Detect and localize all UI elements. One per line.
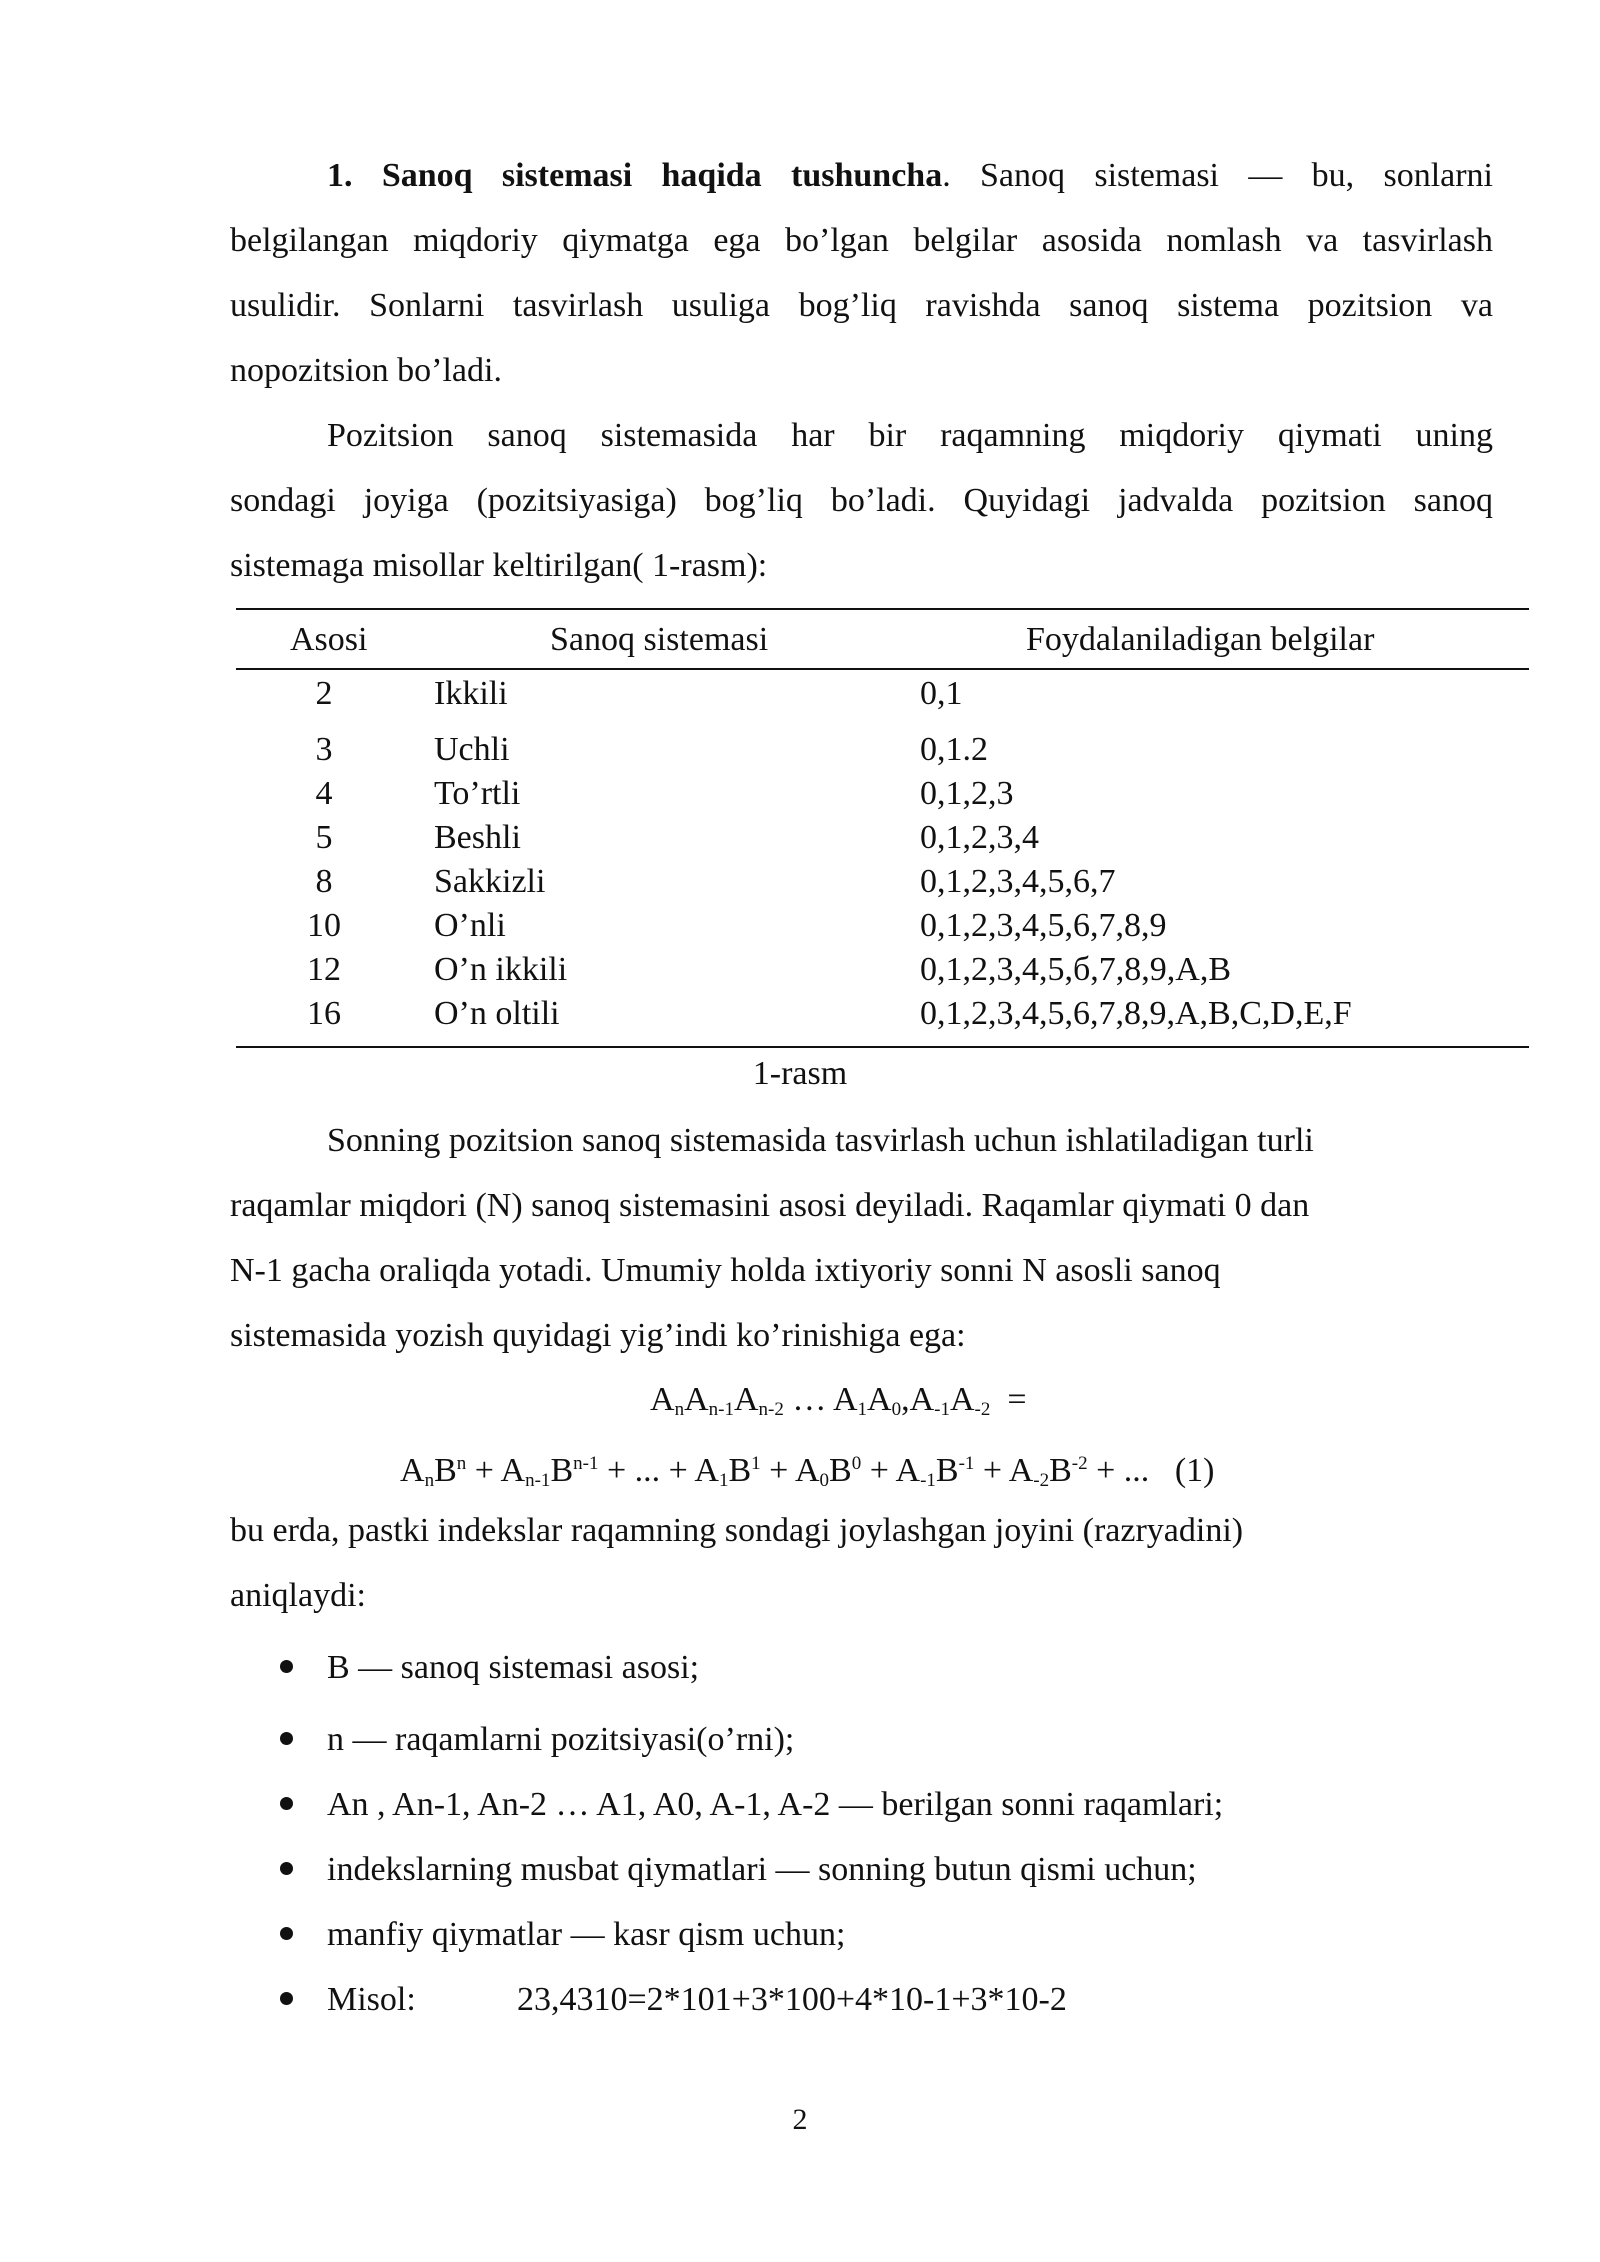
index-line-2: aniqlaydi:: [230, 1577, 366, 1614]
base-paragraph: [230, 1108, 1493, 1368]
bullet-icon: [280, 1797, 293, 1810]
table-cell-system: Ikkili: [434, 675, 508, 712]
table-header-symbols: Foydalaniladigan belgilar: [1026, 621, 1375, 658]
table-cell-symbols: 0,1,2,3,4,5,6,7: [920, 863, 1116, 900]
formula-line-1: $A_nA_{n-1}A_{n-2}$ … $A_1A_0,A_{-1}A_{-2}$ =: [650, 1381, 1027, 1420]
intro-line-2: belgilangan miqdoriy qiymatga ega bo’lgan belgilar asosida nomlash va tasvirlash: [230, 222, 1493, 259]
base-line-3: N-1 gacha oraliqda yotadi. Umumiy holda ixtiyoriy sonni N asosli sanoq: [230, 1252, 1221, 1289]
table-cell-base: 12: [307, 951, 341, 988]
table-cell-symbols: 0,1: [920, 675, 963, 712]
bullet-icon: [280, 1732, 293, 1745]
list-item: An , An-1, An-2 … A1, A0, A-1, A-2 — berilgan sonni raqamlari;: [230, 1775, 1493, 1840]
intro-line-3: usulidir. Sonlarni tasvirlash usuliga bog’liq ravishda sanoq sistema pozitsion va: [230, 287, 1493, 324]
table-caption: 1-rasm: [752, 1055, 848, 1092]
table-cell-system: O’n ikkili: [434, 951, 568, 988]
table-header-rule: [236, 668, 1529, 670]
positional-paragraph: [230, 403, 1493, 598]
base-line-1: Sonning pozitsion sanoq sistemasida tasvirlash uchun ishlatiladigan turli: [327, 1122, 1314, 1159]
table-top-rule: [236, 608, 1529, 610]
list-item: indekslarning musbat qiymatlari — sonning butun qismi uchun;: [230, 1840, 1493, 1905]
table-cell-symbols: 0,1,2,3,4,5,6,7,8,9: [920, 907, 1167, 944]
table-cell-system: Sakkizli: [434, 863, 546, 900]
example-label: Misol:: [327, 1981, 416, 2018]
table-cell-base: 10: [307, 907, 341, 944]
index-paragraph: [230, 1498, 1493, 1628]
bullet-icon: [280, 1992, 293, 2005]
intro-line-4: nopozitsion bo’ladi.: [230, 352, 502, 389]
table-cell-symbols: 0,1,2,3,4,5,6,7,8,9,A,B,C,D,E,F: [920, 995, 1352, 1032]
positional-line-1: Pozitsion sanoq sistemasida har bir raqamning miqdoriy qiymati uning: [327, 417, 1493, 454]
list-item: n — raqamlarni pozitsiyasi(o’rni);: [230, 1710, 1493, 1775]
formula-line-2: $A_nB^n + A_{n-1}B^{n-1}$ + ... + $A_1B^1 + A_0B^0 + A_{-1}B^{-1} + A_{-2}B^{-2}$ + ... (1): [400, 1452, 1215, 1491]
table-cell-base: 3: [315, 731, 333, 768]
intro-line-1: 1. Sanoq sistemasi haqida tushuncha. Sanoq sistemasi — bu, sonlarni: [327, 157, 1493, 194]
table-cell-symbols: 0,1,2,3,4,5,б,7,8,9,A,B: [920, 951, 1232, 988]
bullet-icon: [280, 1660, 293, 1673]
table-cell-symbols: 0,1.2: [920, 731, 988, 768]
positional-line-3: sistemaga misollar keltirilgan( 1-rasm):: [230, 547, 768, 584]
table-header-system: Sanoq sistemasi: [550, 621, 769, 658]
bullet-icon: [280, 1862, 293, 1875]
table-cell-system: To’rtli: [434, 775, 521, 812]
bullet-icon: [280, 1927, 293, 1940]
intro-paragraph: [230, 143, 1493, 403]
list-item-example: [230, 1970, 1493, 2035]
formula-number: (1): [1174, 1452, 1215, 1489]
definitions-list: [230, 1638, 1493, 2035]
table-cell-system: Uchli: [434, 731, 510, 768]
table-cell-base: 16: [307, 995, 341, 1032]
table-cell-base: 5: [315, 819, 333, 856]
index-line-1: bu erda, pastki indekslar raqamning sondagi joylashgan joyini (razryadini): [230, 1512, 1244, 1549]
page-number: 2: [792, 2103, 808, 2136]
positional-line-2: sondagi joyiga (pozitsiyasiga) bog’liq bo’ladi. Quyidagi jadvalda pozitsion sanoq: [230, 482, 1493, 519]
table-cell-system: O’n oltili: [434, 995, 560, 1032]
table-cell-base: 8: [315, 863, 333, 900]
section-heading: 1. Sanoq sistemasi haqida tushuncha: [327, 157, 943, 194]
table-cell-system: Beshli: [434, 819, 521, 856]
table-cell-system: O’nli: [434, 907, 506, 944]
table-cell-symbols: 0,1,2,3: [920, 775, 1014, 812]
table-cell-base: 4: [315, 775, 333, 812]
list-item: manfiy qiymatlar — kasr qism uchun;: [230, 1905, 1493, 1970]
list-item: B — sanoq sistemasi asosi;: [230, 1638, 1493, 1710]
base-line-4: sistemasida yozish quyidagi yig’indi ko’rinishiga ega:: [230, 1317, 966, 1354]
table-cell-base: 2: [315, 675, 333, 712]
base-line-2: raqamlar miqdori (N) sanoq sistemasini asosi deyiladi. Raqamlar qiymati 0 dan: [230, 1187, 1310, 1224]
table-cell-symbols: 0,1,2,3,4: [920, 819, 1039, 856]
example-value: 23,4310=2*101+3*100+4*10-1+3*10-2: [517, 1981, 1067, 2018]
table-bottom-rule: [236, 1046, 1529, 1048]
table-header-base: Asosi: [290, 621, 368, 658]
